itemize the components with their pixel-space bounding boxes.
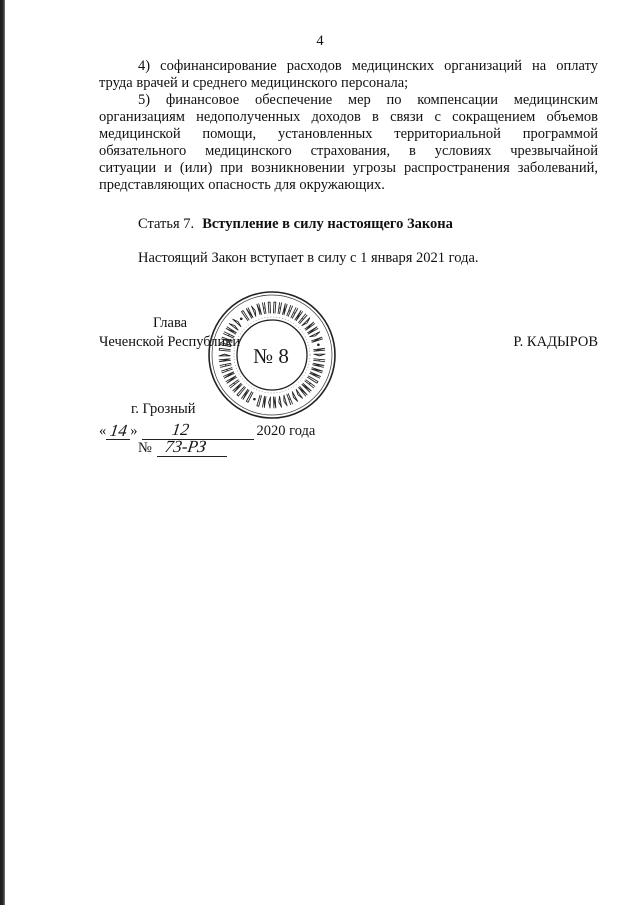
- item-5-line: 5) финансовое обеспечение мер по компенсации медицинским: [138, 92, 598, 108]
- seal-ring-glyph: [314, 348, 325, 351]
- seal-ring-glyph: [287, 305, 293, 316]
- law-number-blank: [157, 439, 227, 457]
- seal-ring-glyph: [279, 396, 282, 407]
- seal-ring-glyph: [224, 332, 235, 338]
- signatory-title: Глава: [153, 315, 188, 331]
- item-5-line: медицинской помощи, установленных территориальной программой: [99, 126, 598, 142]
- adoption-city: г. Грозный: [131, 401, 196, 417]
- seal-ring-glyph: [278, 303, 281, 314]
- seal-ring-glyph: [310, 372, 321, 378]
- seal-separator-dot: [240, 318, 243, 321]
- item-4-line: 4) софинансирование расходов медицинских организаций на оплату: [138, 58, 598, 74]
- seal-ring-glyph: [274, 302, 276, 313]
- seal-separator-dot: [253, 398, 256, 401]
- body-text: [99, 58, 598, 194]
- item-5-line: обязательного медицинского страхования, в условиях чрезвычайной: [99, 143, 598, 159]
- scan-edge: [0, 0, 5, 905]
- seal-ring-glyph: [312, 368, 323, 373]
- seal-ring-glyph: [268, 302, 270, 313]
- seal-ring-glyph: [252, 306, 256, 316]
- item-5-paragraph: [99, 92, 598, 194]
- date-day-handwritten: 14: [108, 421, 129, 440]
- seal-ring-glyph: [262, 396, 265, 407]
- article-label: Статья 7.: [138, 216, 195, 232]
- seal-ring-glyph: [274, 397, 276, 408]
- seal-ring-glyph: [292, 392, 297, 402]
- seal-ring-glyph: [269, 397, 271, 408]
- seal-ring-glyph: [287, 394, 293, 405]
- date-quote-open: «: [99, 423, 107, 439]
- seal-ring-glyph: [313, 363, 324, 367]
- law-number-handwritten: 73-РЗ: [163, 437, 208, 456]
- signatory-name: Р. КАДЫРОВ: [513, 334, 598, 350]
- seal-ring-glyph: [257, 304, 262, 315]
- seal-ring-glyph: [219, 359, 230, 362]
- seal-ring-glyph: [312, 337, 323, 342]
- article-heading: [138, 216, 453, 233]
- seal-number: № 8: [253, 344, 289, 368]
- date-quote-close: »: [130, 423, 138, 439]
- page-number: 4: [316, 33, 324, 49]
- article-title: Вступление в силу настоящего Закона: [202, 216, 453, 232]
- seal-ring-glyph: [257, 395, 262, 406]
- item-4-line: труда врачей и среднего медицинского персонала;: [99, 75, 409, 91]
- seal-ring-glyph: [220, 363, 231, 367]
- law-number: [138, 438, 227, 457]
- signatory-organization: Чеченской Республики: [99, 334, 241, 350]
- seal-ring-glyph: [314, 359, 325, 362]
- seal-ring-glyph: [219, 348, 230, 351]
- seal-ring-glyph: [219, 354, 230, 356]
- seal-separator-dot: [317, 343, 320, 346]
- item-5-line: ситуации и (или) при возникновении угрозы распространения заболеваний,: [99, 160, 598, 176]
- seal-ring-glyph: [283, 304, 288, 315]
- item-4-paragraph: [99, 58, 598, 92]
- seal-ring-glyph: [221, 368, 232, 373]
- date-year: 2020 года: [256, 423, 316, 439]
- seal-ring-glyph: [221, 337, 232, 342]
- item-5-line: организациям недополученных доходов в связи с сокращением объемов: [99, 109, 598, 125]
- official-seal: [204, 287, 340, 423]
- seal-ring-glyph: [262, 303, 265, 314]
- article-text: Настоящий Закон вступает в силу с 1 января 2021 года.: [138, 250, 479, 266]
- law-number-label: №: [138, 440, 152, 456]
- item-5-line: представляющих опасность для окружающих.: [99, 177, 385, 193]
- seal-ring-glyph: [220, 343, 231, 347]
- date-month-handwritten: 12: [170, 420, 190, 439]
- seal-ring-glyph: [314, 354, 325, 356]
- seal-ring-glyph: [284, 395, 287, 406]
- seal-ring-glyph: [224, 372, 235, 378]
- date-day-blank: [106, 422, 130, 440]
